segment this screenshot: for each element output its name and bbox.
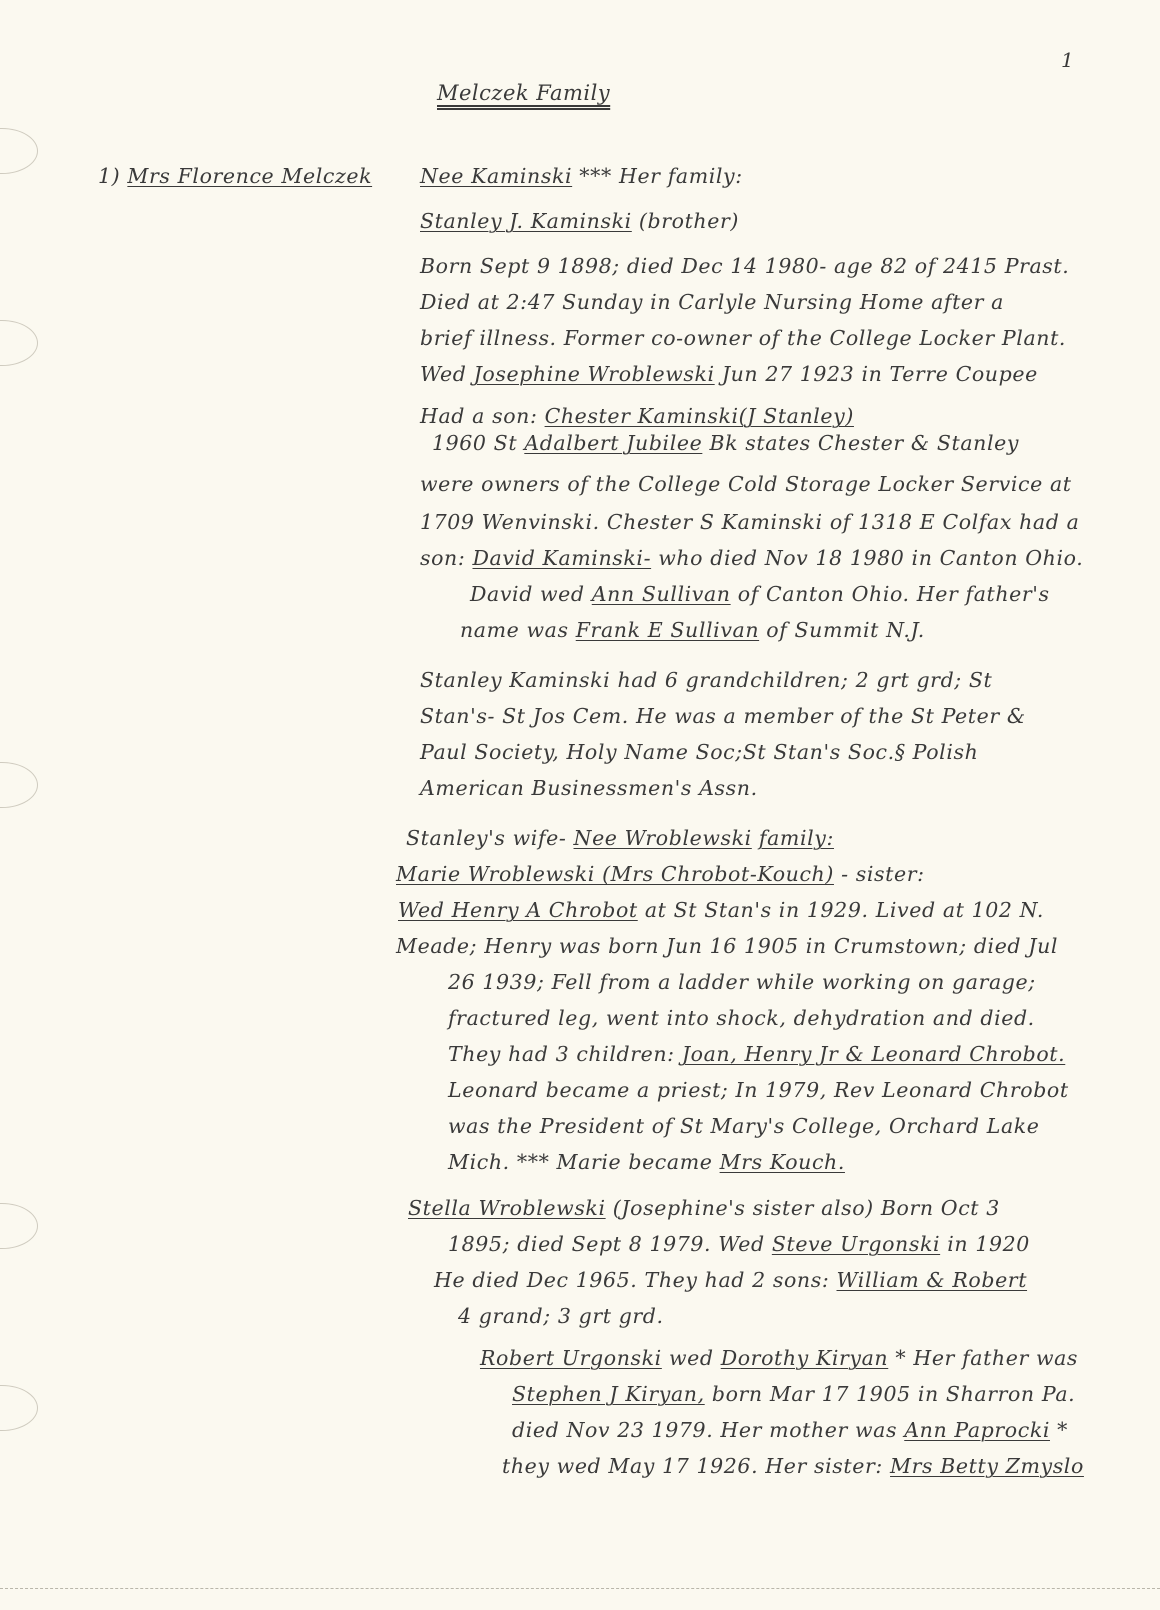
maiden-name: Nee Kaminski: [420, 164, 573, 188]
text-line: son: David Kaminski- who died Nov 18 1980 in Canton Ohio.: [420, 546, 1084, 570]
text-line: Paul Society, Holy Name Soc;St Stan's Soc.§ Polish: [420, 740, 979, 764]
text-line: Meade; Henry was born Jun 16 1905 in Crumstown; died Jul: [396, 934, 1059, 958]
text-line: Mich. *** Marie became Mrs Kouch.: [448, 1150, 845, 1174]
text-line: Stephen J Kiryan, born Mar 17 1905 in Sharron Pa.: [512, 1382, 1076, 1406]
text-line: American Businessmen's Assn.: [420, 776, 758, 800]
text-line: Leonard became a priest; In 1979, Rev Leonard Chrobot: [448, 1078, 1069, 1102]
text-line: fractured leg, went into shock, dehydration and died.: [448, 1006, 1035, 1030]
text-line: 4 grand; 3 grt grd.: [458, 1304, 664, 1328]
binder-hole: [0, 128, 38, 174]
text-line: 1960 St Adalbert Jubilee Bk states Chester & Stanley: [432, 431, 1020, 455]
stars: ***: [579, 164, 612, 188]
text-line: they wed May 17 1926. Her sister: Mrs Betty Zmyslo: [502, 1454, 1084, 1478]
text-line: Had a son: Chester Kaminski(J Stanley): [420, 404, 854, 428]
scan-edge-rule: [0, 1588, 1160, 1589]
entry-heading: [98, 164, 372, 188]
binder-hole: [0, 1385, 38, 1431]
text-line: Marie Wroblewski (Mrs Chrobot-Kouch) - sister:: [396, 862, 925, 886]
text-line: Stella Wroblewski (Josephine's sister also) Born Oct 3: [408, 1196, 1000, 1220]
text-line: brief illness. Former co-owner of the College Locker Plant.: [420, 326, 1067, 350]
entry-number: 1): [98, 164, 121, 188]
text-line: Stan's- St Jos Cem. He was a member of the St Peter &: [420, 704, 1026, 728]
text-line: Stanley Kaminski had 6 grandchildren; 2 grt grd; St: [420, 668, 993, 692]
text-line: 1895; died Sept 8 1979. Wed Steve Urgonski in 1920: [448, 1232, 1030, 1256]
text-line: Wed Henry A Chrobot at St Stan's in 1929. Lived at 102 N.: [398, 898, 1044, 922]
text-line: Stanley J. Kaminski (brother): [420, 209, 739, 233]
page-title: Melczek Family: [437, 81, 611, 105]
binder-hole: [0, 762, 38, 808]
text-line: 1709 Wenvinski. Chester S Kaminski of 1318 E Colfax had a: [420, 510, 1080, 534]
text-line: David wed Ann Sullivan of Canton Ohio. Her father's: [470, 582, 1050, 606]
text-line: were owners of the College Cold Storage Locker Service at: [420, 472, 1072, 496]
text-line: Robert Urgonski wed Dorothy Kiryan * Her father was: [480, 1346, 1079, 1370]
text-line: He died Dec 1965. They had 2 sons: William & Robert: [434, 1268, 1028, 1292]
text-line: Stanley's wife- Nee Wroblewski family:: [406, 826, 834, 850]
binder-hole: [0, 1203, 38, 1249]
binder-hole: [0, 320, 38, 366]
text-line: Born Sept 9 1898; died Dec 14 1980- age 82 of 2415 Prast.: [420, 254, 1070, 278]
text-line: Died at 2:47 Sunday in Carlyle Nursing Home after a: [420, 290, 1004, 314]
text-line: was the President of St Mary's College, Orchard Lake: [448, 1114, 1040, 1138]
page-number: 1: [1061, 48, 1074, 72]
text-line: died Nov 23 1979. Her mother was Ann Paprocki *: [512, 1418, 1068, 1442]
text-line: They had 3 children: Joan, Henry Jr & Leonard Chrobot.: [448, 1042, 1066, 1066]
text-line: 26 1939; Fell from a ladder while working on garage;: [448, 970, 1036, 994]
family-label: Her family:: [618, 164, 743, 188]
text-line: name was Frank E Sullivan of Summit N.J.: [460, 618, 925, 642]
entry-name: Mrs Florence Melczek: [127, 164, 373, 188]
text-line: Wed Josephine Wroblewski Jun 27 1923 in Terre Coupee: [420, 362, 1038, 386]
entry-maiden: [420, 164, 743, 188]
